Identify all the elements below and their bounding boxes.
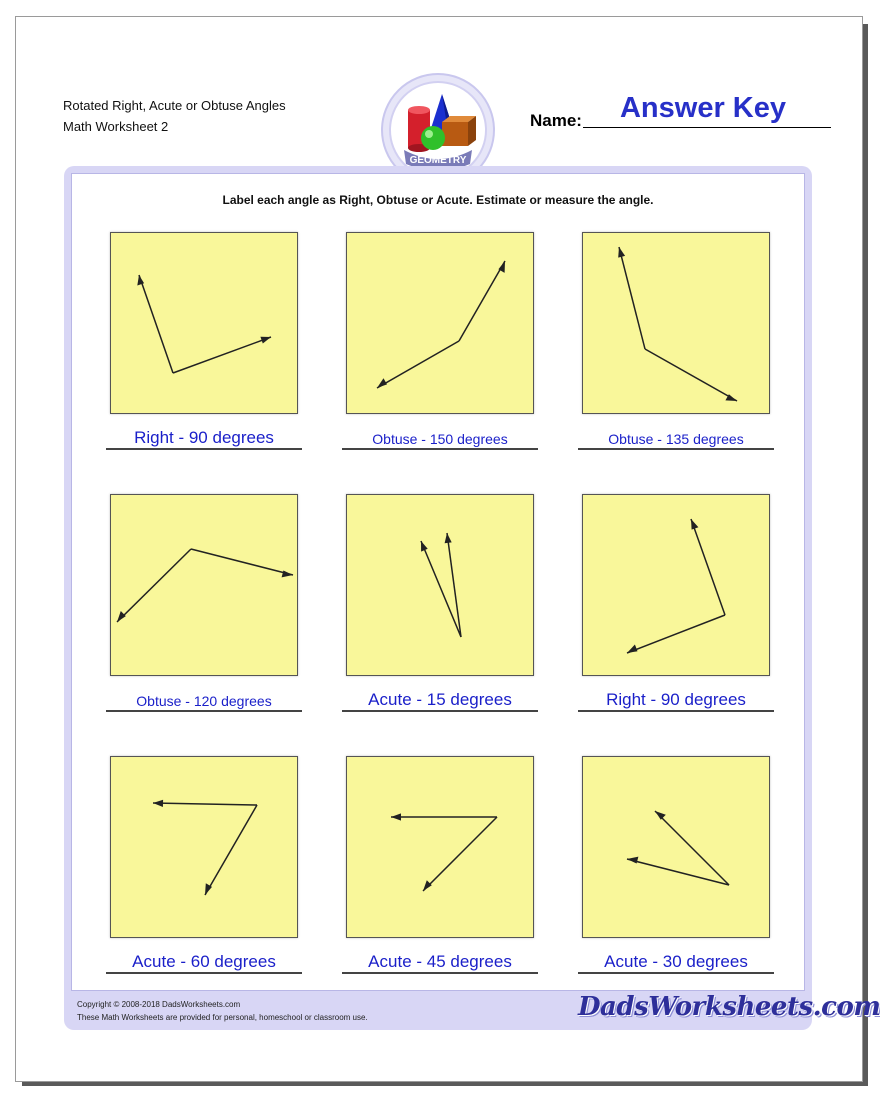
ray bbox=[117, 549, 191, 622]
problem-5 bbox=[342, 494, 542, 726]
angle-diagram-9 bbox=[583, 757, 771, 939]
angle-box-3 bbox=[582, 232, 770, 414]
problem-2 bbox=[342, 232, 542, 464]
answer-line-6 bbox=[578, 710, 774, 712]
arrowhead bbox=[445, 533, 452, 543]
angle-box-6 bbox=[582, 494, 770, 676]
ray bbox=[627, 615, 725, 653]
ray bbox=[645, 349, 737, 401]
ray bbox=[627, 859, 729, 885]
answer-line-4 bbox=[106, 710, 302, 712]
answer-text-9: Acute - 30 degrees bbox=[604, 952, 748, 971]
answer-line-3 bbox=[578, 448, 774, 450]
problem-6 bbox=[578, 494, 778, 726]
angle-box-4 bbox=[110, 494, 298, 676]
answer-text-2: Obtuse - 150 degrees bbox=[372, 431, 508, 447]
ray bbox=[691, 519, 725, 615]
answer-key-heading: Answer Key bbox=[619, 92, 786, 124]
brand-logo: DadsWorksheets.com bbox=[578, 992, 880, 1022]
answer-text-8: Acute - 45 degrees bbox=[368, 952, 512, 971]
angle-diagram-5 bbox=[347, 495, 535, 677]
answer-text-4: Obtuse - 120 degrees bbox=[136, 693, 272, 709]
answer-text-5: Acute - 15 degrees bbox=[368, 690, 512, 709]
ray bbox=[191, 549, 293, 575]
arrowhead bbox=[377, 378, 387, 388]
problem-9 bbox=[578, 756, 778, 988]
problem-7 bbox=[106, 756, 306, 988]
answer-line-9 bbox=[578, 972, 774, 974]
answer-line-2 bbox=[342, 448, 538, 450]
ray bbox=[459, 261, 505, 341]
answer-line-1 bbox=[106, 448, 302, 450]
footer bbox=[77, 998, 368, 1024]
arrowhead bbox=[260, 337, 271, 344]
ray bbox=[205, 805, 257, 895]
problem-1 bbox=[106, 232, 306, 464]
arrowhead bbox=[421, 541, 428, 552]
copyright-text: Copyright © 2008-2018 DadsWorksheets.com bbox=[77, 1000, 241, 1009]
ray bbox=[619, 247, 645, 349]
angle-diagram-3 bbox=[583, 233, 771, 415]
name-field-line bbox=[583, 127, 831, 128]
arrowhead bbox=[391, 813, 401, 820]
arrowhead bbox=[153, 800, 163, 807]
answer-text-3: Obtuse - 135 degrees bbox=[608, 431, 744, 447]
usage-note: These Math Worksheets are provided for personal, homeschool or classroom use. bbox=[77, 1013, 368, 1022]
ray bbox=[423, 817, 497, 891]
angle-box-5 bbox=[346, 494, 534, 676]
angle-box-8 bbox=[346, 756, 534, 938]
angle-box-9 bbox=[582, 756, 770, 938]
angle-diagram-2 bbox=[347, 233, 535, 415]
arrowhead bbox=[655, 811, 666, 820]
ray bbox=[655, 811, 729, 885]
answer-text-1: Right - 90 degrees bbox=[134, 428, 274, 447]
arrowhead bbox=[423, 880, 432, 891]
answer-text-7: Acute - 60 degrees bbox=[132, 952, 276, 971]
angle-diagram-1 bbox=[111, 233, 299, 415]
problem-4 bbox=[106, 494, 306, 726]
arrowhead bbox=[627, 645, 638, 654]
worksheet-subtitle: Math Worksheet 2 bbox=[63, 119, 169, 134]
problem-3 bbox=[578, 232, 778, 464]
angle-box-2 bbox=[346, 232, 534, 414]
ray bbox=[139, 275, 173, 373]
angle-diagram-4 bbox=[111, 495, 299, 677]
angle-diagram-6 bbox=[583, 495, 771, 677]
ray bbox=[377, 341, 459, 388]
arrowhead bbox=[618, 247, 625, 258]
angle-diagram-7 bbox=[111, 757, 299, 939]
answer-line-8 bbox=[342, 972, 538, 974]
logo-text: GEOMETRY bbox=[409, 155, 467, 166]
problem-8 bbox=[342, 756, 542, 988]
answer-text-6: Right - 90 degrees bbox=[606, 690, 746, 709]
angle-box-7 bbox=[110, 756, 298, 938]
name-label: Name: bbox=[530, 111, 582, 130]
worksheet-title: Rotated Right, Acute or Obtuse Angles bbox=[63, 98, 286, 113]
ray bbox=[173, 337, 271, 373]
arrowhead bbox=[691, 519, 698, 530]
angle-diagram-8 bbox=[347, 757, 535, 939]
answer-line-5 bbox=[342, 710, 538, 712]
instructions: Label each angle as Right, Obtuse or Acute. Estimate or measure the angle. bbox=[222, 193, 654, 207]
ray bbox=[153, 803, 257, 805]
answer-line-7 bbox=[106, 972, 302, 974]
angle-box-1 bbox=[110, 232, 298, 414]
arrowhead bbox=[117, 611, 126, 622]
arrowhead bbox=[137, 275, 144, 286]
